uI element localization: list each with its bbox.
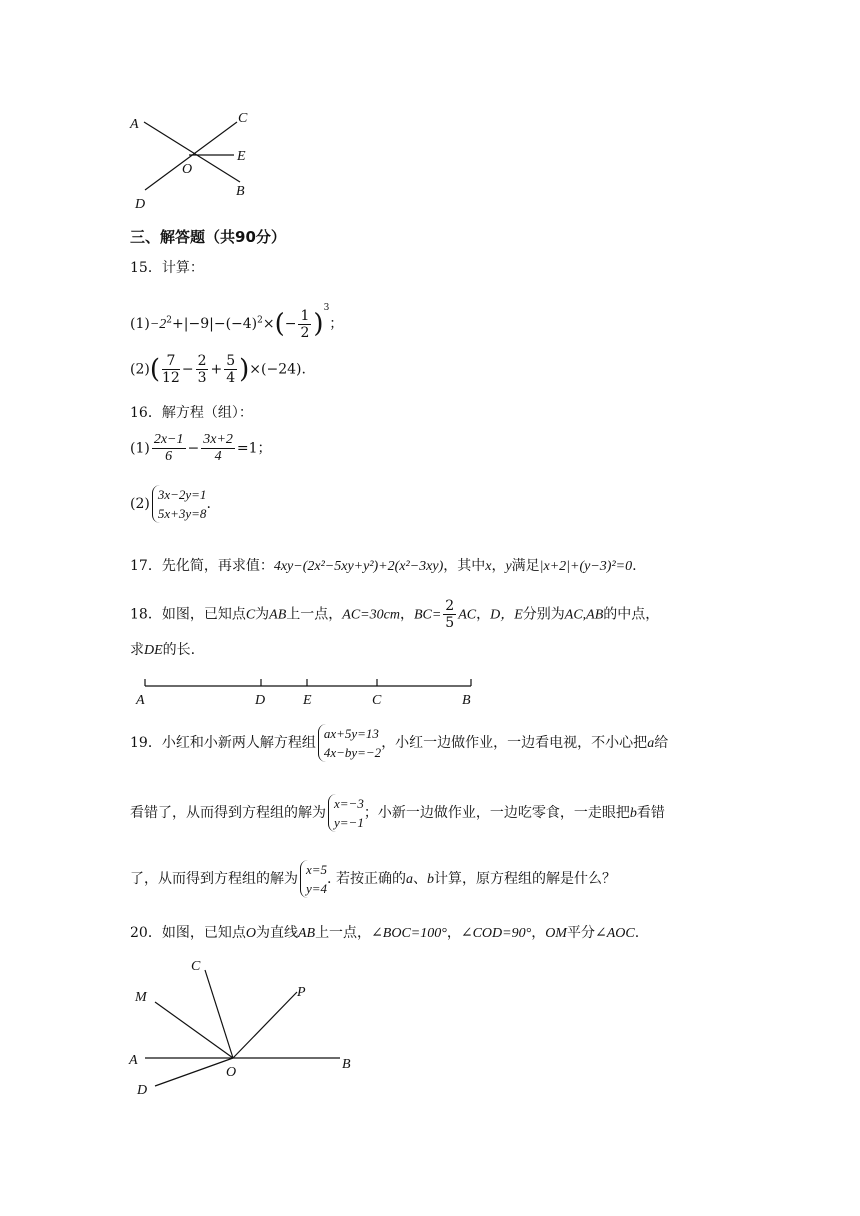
q19-line3: 了，从而得到方程组的解为 x=5 y=4 . 若按正确的a、b计算，原方程组的解是什么？: [130, 862, 616, 896]
q18-line2: 求DE的长.: [130, 642, 196, 658]
label-O: O: [226, 1065, 237, 1080]
q19-line2: 看错了，从而得到方程组的解为 x=−3 y=−1 ；小新一边做作业，一边吃零食，一走眼把b看错: [130, 796, 665, 830]
q18-line1: 18．如图，已知点C为AB上一点，AC=30cm，BC= $\frac{2}{5}$ AC，D，E分别为AC,AB的中点，: [130, 598, 660, 631]
label-B: B: [342, 1057, 351, 1072]
section-title: 三、解答题（共90分）: [130, 228, 286, 246]
label-E: E: [303, 693, 312, 708]
q20: 20．如图，已知点O为直线AB上一点，∠BOC=100°，∠COD=90°，OM平分∠AOC.: [130, 925, 640, 941]
label-C: C: [238, 111, 248, 126]
q15-title: 15．计算：: [130, 260, 204, 276]
label-B: B: [236, 184, 245, 199]
label-P: P: [297, 985, 306, 1000]
figure-angles-q14: [125, 105, 275, 215]
q16-part1: (1) $\frac{2x-1}{6}$ − $\frac{3x+2}{4}$ =1；: [130, 432, 272, 464]
q15-part2: (2)( $\frac{7}{12}$ − $\frac{2}{3}$ + $\frac{5}{4}$ )×(−24).: [130, 353, 306, 386]
label-A: A: [130, 117, 139, 132]
figure-angles-q20: [125, 950, 365, 1100]
label-C: C: [372, 693, 382, 708]
q16-title: 16．解方程（组）：: [130, 405, 253, 421]
q16-part2: (2) 3x−2y=1 5x+3y=8 .: [130, 487, 211, 521]
label-D: D: [137, 1083, 148, 1098]
label-C: C: [191, 959, 201, 974]
q17: 17．先化简，再求值：4xy−(2x²−5xy+y²)+2(x²−3xy)，其中x，y满足|x+2|+(y−3)²=0.: [130, 558, 637, 574]
q19-line1: 19．小红和小新两人解方程组 ax+5y=13 4x−by=−2 ，小红一边做作业，一边看电视，不小心把a给: [130, 726, 669, 760]
label-D: D: [135, 197, 146, 212]
label-B: B: [462, 693, 471, 708]
label-E: E: [237, 149, 246, 164]
label-O: O: [182, 162, 193, 177]
q15-part1: $(1)-2^2+|-9|-(-4)^2\times(-$ $\frac{1}{2}$ )$^3$；: [130, 303, 344, 341]
figure-segment-q18: [130, 672, 490, 710]
label-M: M: [135, 990, 147, 1005]
label-A: A: [129, 1053, 138, 1068]
label-A: A: [136, 693, 145, 708]
label-D: D: [255, 693, 266, 708]
